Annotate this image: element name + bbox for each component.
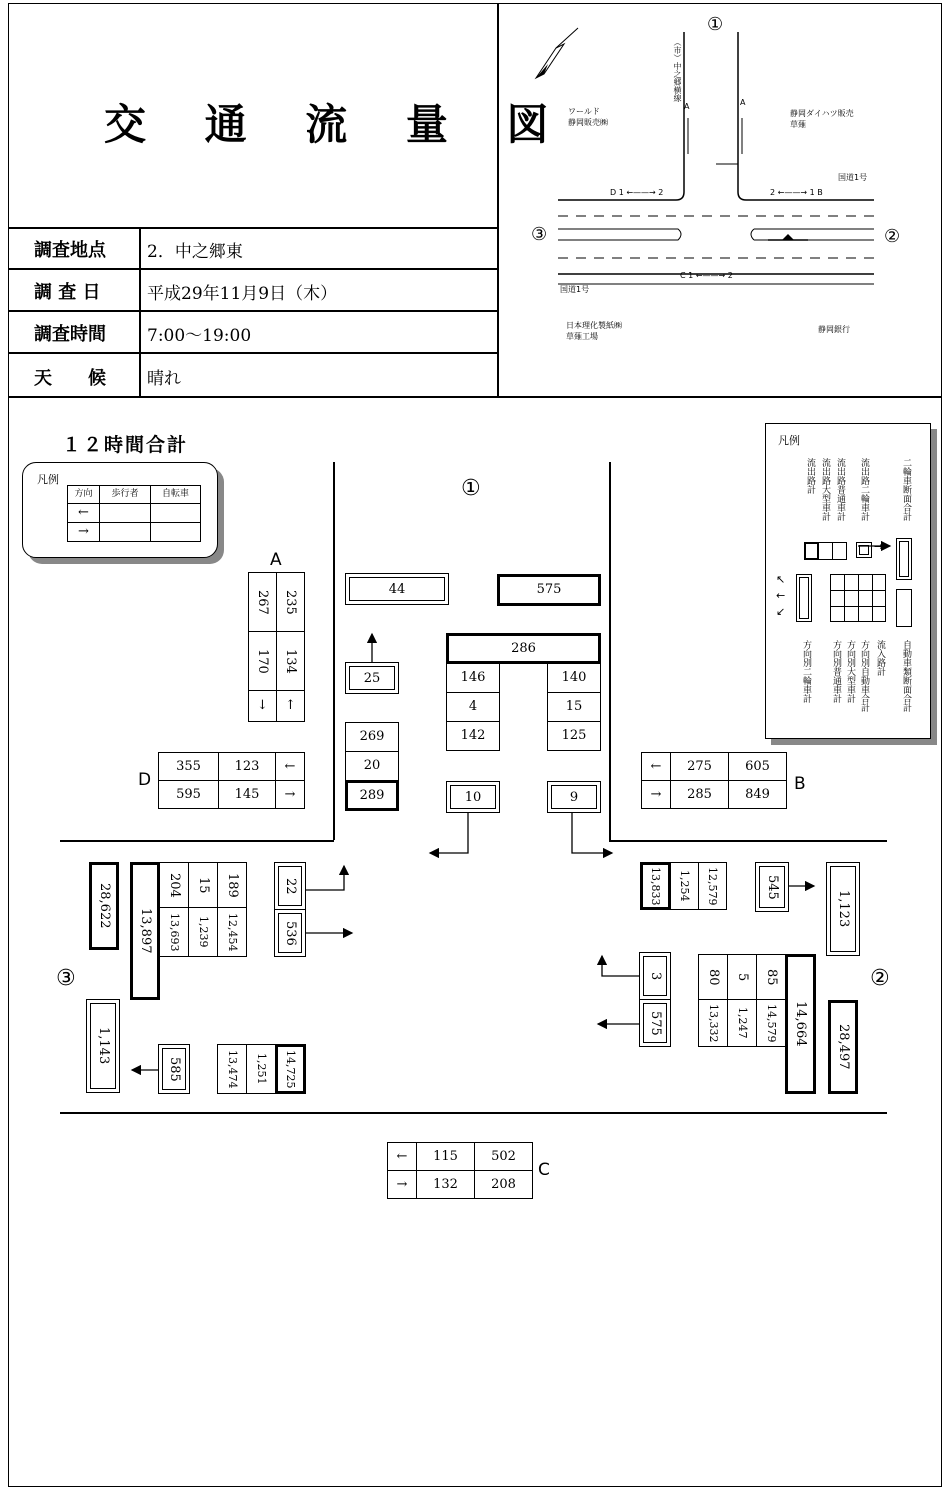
n1-moto-total-value: 44 — [349, 577, 445, 601]
label-location: 調査地点 — [34, 240, 106, 261]
n3-auto-total: 28,622 — [89, 862, 119, 950]
legend-small-ped-cell — [99, 522, 151, 542]
n1-moto-total — [345, 573, 449, 605]
legend-big-label: 流出路計 — [805, 458, 815, 494]
n2-veh-cell: 13,332 — [698, 999, 728, 1047]
section-c-ped: 132 — [416, 1170, 475, 1199]
n1-moto-left-value: 10 — [450, 785, 496, 809]
n3-moto-right-b-value: 536 — [278, 913, 302, 953]
section-b-arrow: ← — [641, 752, 671, 781]
map-label-bank: 静岡銀行 — [818, 325, 850, 334]
n2-moto-left-a-value: 3 — [643, 956, 667, 996]
legend-small-bike-cell — [150, 503, 201, 523]
map-road-name: （市）中之郷横線 — [673, 38, 682, 102]
legend-cell — [832, 542, 847, 560]
map-circle-1: ① — [707, 14, 724, 35]
approach-2-label: ② — [870, 966, 890, 991]
n1-left-cell: 4 — [446, 692, 500, 722]
legend-small-bike-cell — [150, 522, 201, 542]
section-d-arrow: ← — [275, 752, 305, 781]
label-date: 調 査 日 — [34, 282, 101, 303]
approach-3-label: ③ — [56, 966, 76, 991]
n3-inflow: 13,897 — [130, 862, 160, 1000]
n3-out-cell: 13,474 — [217, 1044, 247, 1094]
n1-right-cell: 15 — [547, 692, 601, 722]
location-map — [498, 4, 941, 396]
n1-leftcol-total: 289 — [345, 780, 399, 811]
legend-arrow-icon: → — [874, 540, 884, 553]
map-section-b: 2 ←——→ 1 B — [770, 188, 823, 197]
section-a-label: A — [270, 550, 282, 570]
legend-cell — [804, 542, 819, 560]
section-c-bike: 208 — [474, 1170, 533, 1199]
section-b-arrow: → — [641, 780, 671, 809]
n1-right-cell: 140 — [547, 663, 601, 693]
section-a-arrow: ↓ — [248, 690, 277, 722]
road-edge — [60, 840, 334, 842]
n2-moto-total-value: 1,123 — [830, 866, 856, 952]
section-d-arrow: → — [275, 780, 305, 809]
n3-moto-total — [86, 999, 120, 1093]
legend-small-header: 歩行者 — [99, 485, 151, 504]
map-section-a-left: A — [684, 102, 690, 111]
legend-big — [765, 423, 931, 739]
n2-out-moto-value: 545 — [759, 866, 785, 908]
legend-small — [22, 462, 218, 558]
legend-big-label: 方向別普通車計 — [831, 640, 841, 703]
map-circle-3: ③ — [531, 224, 548, 245]
section-d-label: D — [138, 770, 152, 790]
legend-cell — [896, 589, 912, 627]
section-a-arrow: ↑ — [276, 690, 305, 722]
map-label-daihatsu: 静岡ダイハツ販売 草薙 — [790, 109, 854, 129]
legend-big-label: 方向別二輪車計 — [801, 640, 811, 703]
n1-out-moto-value: 25 — [349, 666, 395, 690]
road-edge — [333, 462, 335, 840]
legend-cell — [896, 538, 912, 580]
map-label-kokudo-bottom: 国道1号 — [560, 285, 590, 294]
legend-cell — [818, 542, 833, 560]
n1-leftcol-cell: 269 — [345, 722, 399, 752]
n2-out-moto — [755, 862, 789, 912]
section-b-label: B — [794, 774, 806, 794]
section-b-bike: 849 — [728, 780, 787, 809]
section-a-bike: 235 — [276, 572, 305, 632]
n3-moto-right-a — [274, 862, 306, 910]
approach-1-label: ① — [461, 476, 481, 501]
row-line — [8, 310, 497, 312]
header-bottom-border — [8, 396, 942, 398]
col-line — [139, 227, 141, 397]
label-weather: 天 候 — [34, 368, 106, 389]
n2-moto-left-a — [639, 952, 671, 1000]
map-label-kokudo-top: 国道1号 — [838, 173, 868, 182]
section-b-ped: 275 — [670, 752, 729, 781]
n1-moto-left — [446, 781, 500, 813]
n1-inflow: 286 — [446, 633, 601, 664]
n3-veh-cell: 12,454 — [217, 907, 247, 957]
n3-veh-cell: 1,239 — [188, 907, 218, 957]
n1-moto-right-value: 9 — [551, 785, 597, 809]
n3-out-moto-value: 585 — [162, 1048, 186, 1090]
n2-out-cell: 12,579 — [698, 862, 727, 910]
page-title: 交 通 流 量 図 — [104, 100, 571, 149]
section-c-arrow: ← — [387, 1142, 417, 1171]
n1-left-cell: 146 — [446, 663, 500, 693]
north-arrow-icon — [536, 28, 578, 78]
legend-big-label: 流出路普通車計 — [835, 458, 845, 521]
n1-auto-total: 575 — [497, 574, 601, 606]
map-section-c: C 1 ←——→ 2 — [680, 271, 733, 280]
section-a-ped: 170 — [248, 631, 277, 691]
n3-moto-right-b — [274, 909, 306, 957]
map-circle-2: ② — [884, 226, 901, 247]
legend-big-label: 方向別自動車合計 — [859, 640, 869, 712]
road-edge — [609, 462, 611, 840]
section-a-ped: 134 — [276, 631, 305, 691]
section-b-bike: 605 — [728, 752, 787, 781]
road-edge — [609, 840, 887, 842]
n2-veh-cell: 80 — [698, 954, 728, 1000]
section-c-ped: 115 — [416, 1142, 475, 1171]
value-date: 平成29年11月9日（木） — [147, 284, 338, 304]
section-d-ped: 123 — [218, 752, 276, 781]
map-section-a-right: A — [740, 98, 746, 107]
section-c-bike: 502 — [474, 1142, 533, 1171]
n3-out-total: 14,725 — [275, 1044, 306, 1094]
map-section-d: D 1 ←——→ 2 — [610, 188, 664, 197]
section-c-label: C — [538, 1160, 550, 1180]
n2-out-total: 13,833 — [640, 862, 671, 910]
diagram-subtitle: １２時間合計 — [62, 434, 189, 456]
legend-small-header: 自転車 — [150, 485, 201, 504]
n3-veh-cell: 15 — [188, 862, 218, 908]
legend-small-ped-cell — [99, 503, 151, 523]
value-weather: 晴れ — [147, 369, 181, 389]
legend-big-label: 流出路大型車計 — [820, 458, 830, 521]
n3-out-cell: 1,251 — [246, 1044, 276, 1094]
section-c-arrow: → — [387, 1170, 417, 1199]
n1-left-cell: 142 — [446, 721, 500, 751]
row-line — [8, 227, 497, 229]
legend-arrows-icon: ↖ ← ↙ — [776, 573, 786, 618]
n3-moto-right-a-value: 22 — [278, 866, 302, 906]
n1-moto-right — [547, 781, 601, 813]
legend-cell — [856, 542, 872, 558]
n2-veh-cell: 85 — [756, 954, 786, 1000]
legend-big-label: 二輪車断面合計 — [901, 458, 911, 521]
road-edge — [60, 1112, 887, 1114]
legend-small-arrow: ← — [67, 503, 100, 523]
n2-moto-left-b — [639, 999, 671, 1047]
n2-out-cell: 1,254 — [670, 862, 699, 910]
section-d-ped: 145 — [218, 780, 276, 809]
section-d-bike: 355 — [158, 752, 219, 781]
legend-small-header: 方向 — [67, 485, 100, 504]
n1-leftcol-cell: 20 — [345, 751, 399, 781]
n2-veh-cell: 5 — [727, 954, 757, 1000]
row-line — [8, 268, 497, 270]
n3-veh-cell: 189 — [217, 862, 247, 908]
legend-big-label: 流入路計 — [875, 640, 885, 676]
row-line — [8, 352, 497, 354]
n2-moto-left-b-value: 575 — [643, 1003, 667, 1043]
n3-veh-cell: 204 — [159, 862, 189, 908]
legend-small-arrow: → — [67, 522, 100, 542]
n2-auto-total: 28,497 — [828, 1000, 858, 1094]
n3-veh-cell: 13,693 — [159, 907, 189, 957]
n1-right-cell: 125 — [547, 721, 601, 751]
value-location: 2．中之郷東 — [147, 242, 243, 262]
map-label-world: ワールド 静岡販売㈱ — [568, 107, 608, 127]
legend-small-title: 凡例 — [37, 473, 59, 486]
legend-big-title: 凡例 — [778, 434, 800, 447]
n2-moto-total — [826, 862, 860, 956]
label-time: 調査時間 — [34, 324, 106, 345]
n1-out-moto — [345, 662, 399, 694]
legend-big-label: 方向別大型車計 — [845, 640, 855, 703]
legend-cell — [796, 574, 812, 622]
section-a-bike: 267 — [248, 572, 277, 632]
n3-out-moto — [158, 1044, 190, 1094]
n2-veh-cell: 14,579 — [756, 999, 786, 1047]
map-label-nippon: 日本理化製紙㈱ 草薙工場 — [566, 321, 622, 341]
n2-veh-cell: 1,247 — [727, 999, 757, 1047]
section-d-bike: 595 — [158, 780, 219, 809]
legend-big-label: 自動車類断面合計 — [901, 640, 911, 712]
value-time: 7:00～19:00 — [147, 326, 252, 346]
section-b-ped: 285 — [670, 780, 729, 809]
n2-inflow: 14,664 — [785, 954, 816, 1094]
legend-big-label: 流出路二輪車計 — [859, 458, 869, 521]
legend-grid — [830, 574, 886, 622]
n3-moto-total-value: 1,143 — [90, 1003, 116, 1089]
